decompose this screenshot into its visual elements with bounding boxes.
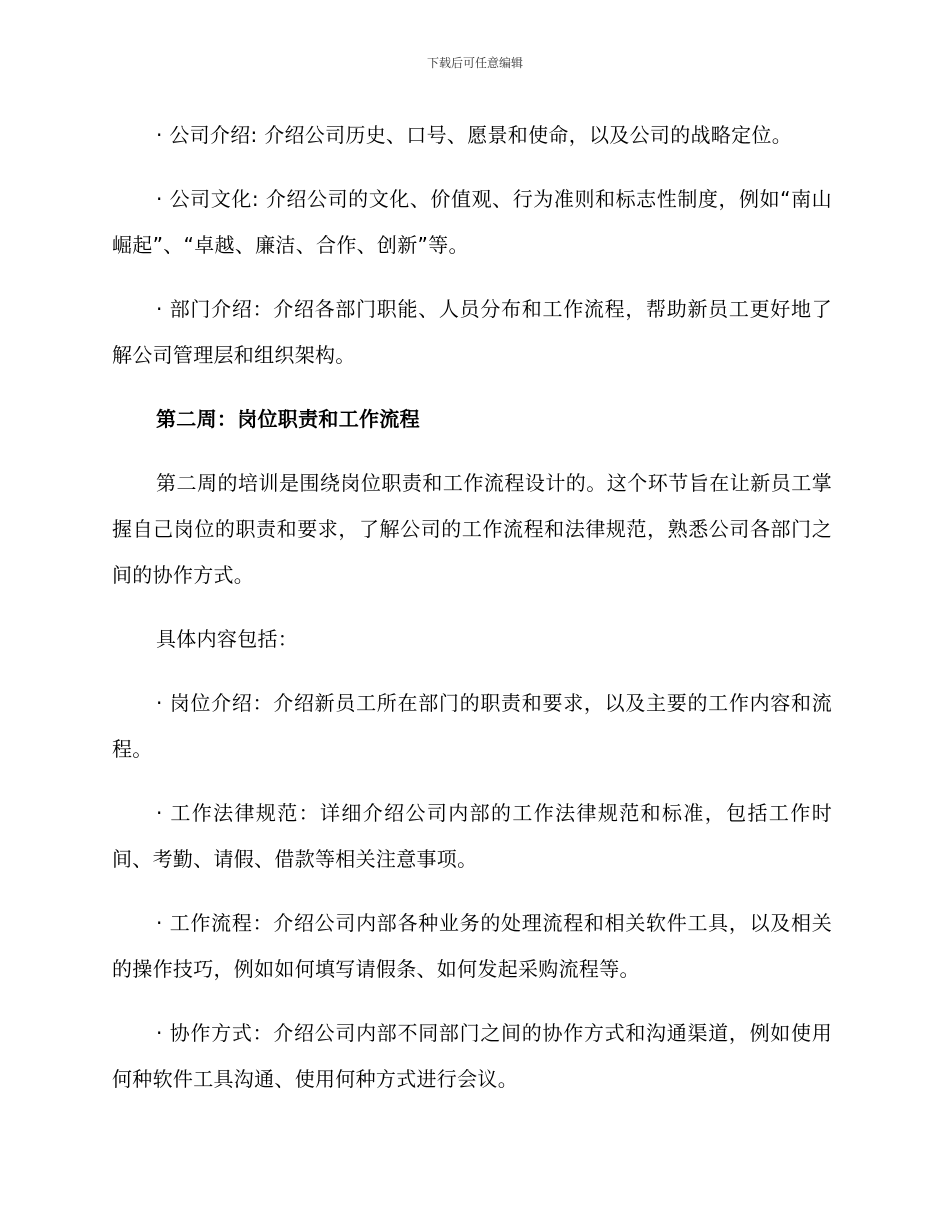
page-header: 下载后可任意编辑 (426, 56, 523, 70)
bullet-position-intro: · 岗位介绍：介绍新员工所在部门的职责和要求，以及主要的工作内容和流程。 (112, 691, 832, 761)
document-body (112, 112, 832, 1120)
bullet-department-intro: · 部门介绍：介绍各部门职能、人员分布和工作流程，帮助新员工更好地了解公司管理层和组织架构。 (112, 297, 832, 367)
bullet-company-intro: · 公司介绍: 介绍公司历史、口号、愿景和使命，以及公司的战略定位。 (156, 123, 793, 147)
week-two-overview: 第二周的培训是围绕岗位职责和工作流程设计的。这个环节旨在让新员工掌握自己岗位的职责和要求，了解公司的工作流程和法律规范，熟悉公司各部门之间的协作方式。 (112, 471, 832, 587)
bullet-company-culture: · 公司文化: 介绍公司的文化、价值观、行为准则和标志性制度，例如“南山崛起”、“卓越、廉洁、合作、创新”等。 (112, 187, 832, 257)
bullet-work-regulations: · 工作法律规范：详细介绍公司内部的工作法律规范和标准，包括工作时间、考勤、请假、借款等相关注意事项。 (112, 801, 832, 871)
bullet-work-process: · 工作流程：介绍公司内部各种业务的处理流程和相关软件工具，以及相关的操作技巧，例如如何填写请假条、如何发起采购流程等。 (112, 911, 832, 981)
bullet-collaboration: · 协作方式：介绍公司内部不同部门之间的协作方式和沟通渠道，例如使用何种软件工具沟通、使用何种方式进行会议。 (112, 1021, 832, 1091)
contents-intro: 具体内容包括： (156, 627, 299, 651)
section-heading-week-two: 第二周：岗位职责和工作流程 (156, 407, 420, 431)
